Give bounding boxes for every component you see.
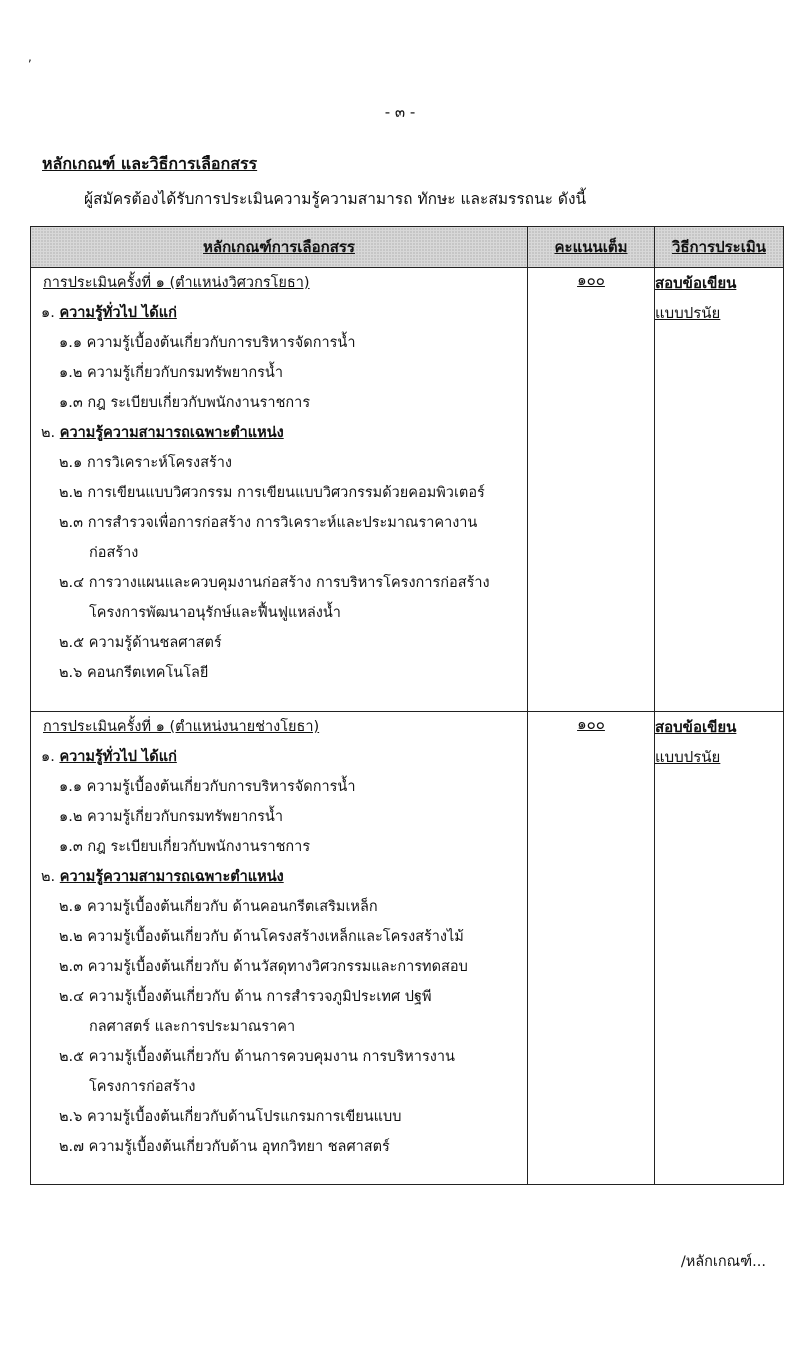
criteria-cell — [31, 712, 528, 1185]
list-item: ๒.๒ การเขียนแบบวิศวกรรม การเขียนแบบวิศวกรรมด้วยคอมพิวเตอร์ — [59, 485, 485, 501]
list-item-continuation: กลศาสตร์ และการประมาณราคา — [89, 1019, 296, 1035]
table-header-row — [31, 227, 784, 268]
category-number: ๒. — [41, 425, 56, 441]
category-label: ความรู้ทั่วไป ได้แก่ — [59, 749, 177, 765]
section-title: การประเมินครั้งที่ ๑ (ตำแหน่งนายช่างโยธา) — [43, 719, 320, 735]
list-item: ๒.๑ ความรู้เบื้องต้นเกี่ยวกับ ด้านคอนกรีตเสริมเหล็ก — [59, 899, 378, 915]
category-title — [31, 298, 527, 328]
category-title — [31, 418, 527, 448]
list-item: ๑.๑ ความรู้เบื้องต้นเกี่ยวกับการบริหารจัดการน้ำ — [59, 779, 356, 795]
category-number: ๒. — [41, 869, 56, 885]
header-full-score: คะแนนเต็ม — [528, 227, 655, 268]
method-line-2: แบบปรนัย — [655, 748, 721, 766]
method-cell — [655, 712, 784, 1185]
full-score-cell: ๑๐๐ — [528, 268, 655, 712]
list-item: ๒.๓ ความรู้เบื้องต้นเกี่ยวกับ ด้านวัสดุทางวิศวกรรมและการทดสอบ — [59, 959, 468, 975]
list-item: ๒.๓ การสำรวจเพื่อการก่อสร้าง การวิเคราะห์และประมาณราคางาน — [59, 515, 478, 531]
list-item: ๑.๒ ความรู้เกี่ยวกับกรมทรัพยากรน้ำ — [59, 809, 283, 825]
table-row — [31, 268, 784, 712]
stray-mark: , — [28, 50, 32, 64]
criteria-table — [30, 226, 784, 1185]
header-criteria: หลักเกณฑ์การเลือกสรร — [31, 227, 528, 268]
table-row — [31, 712, 784, 1185]
list-item: ๒.๕ ความรู้เบื้องต้นเกี่ยวกับ ด้านการควบคุมงาน การบริหารงาน — [59, 1049, 455, 1065]
list-item: ๑.๑ ความรู้เบื้องต้นเกี่ยวกับการบริหารจัดการน้ำ — [59, 335, 356, 351]
category-label: ความรู้ความสามารถเฉพาะตำแหน่ง — [59, 425, 284, 441]
method-line-1: สอบข้อเขียน — [655, 274, 737, 292]
page-number: - ๓ - — [384, 103, 416, 121]
list-item: ๒.๖ คอนกรีตเทคโนโลยี — [59, 665, 209, 681]
category-number: ๑. — [41, 749, 55, 765]
list-item: ๒.๒ ความรู้เบื้องต้นเกี่ยวกับ ด้านโครงสร้างเหล็กและโครงสร้างไม้ — [59, 929, 464, 945]
method-line-1: สอบข้อเขียน — [655, 718, 737, 736]
list-item: ๒.๗ ความรู้เบื้องต้นเกี่ยวกับด้าน อุทกวิทยา ชลศาสตร์ — [59, 1139, 390, 1155]
category-title — [31, 742, 527, 772]
list-item-continuation: โครงการพัฒนาอนุรักษ์และฟื้นฟูแหล่งน้ำ — [89, 605, 341, 621]
criteria-cell — [31, 268, 528, 712]
section-heading: หลักเกณฑ์ และวิธีการเลือกสรร — [42, 154, 258, 173]
list-item: ๒.๑ การวิเคราะห์โครงสร้าง — [59, 455, 232, 471]
list-item: ๒.๔ การวางแผนและควบคุมงานก่อสร้าง การบริหารโครงการก่อสร้าง — [59, 575, 490, 591]
category-label: ความรู้ทั่วไป ได้แก่ — [59, 305, 177, 321]
method-line-2: แบบปรนัย — [655, 304, 721, 322]
list-item-continuation: ก่อสร้าง — [89, 545, 139, 561]
continuation-note: /หลักเกณฑ์... — [680, 1254, 766, 1270]
list-item: ๒.๖ ความรู้เบื้องต้นเกี่ยวกับด้านโปรแกรมการเขียนแบบ — [59, 1109, 402, 1125]
intro-text: ผู้สมัครต้องได้รับการประเมินความรู้ความสามารถ ทักษะ และสมรรถนะ ดังนี้ — [84, 190, 587, 208]
category-title — [31, 862, 527, 892]
list-item: ๑.๓ กฎ ระเบียบเกี่ยวกับพนักงานราชการ — [59, 395, 311, 411]
full-score-cell: ๑๐๐ — [528, 712, 655, 1185]
list-item: ๒.๕ ความรู้ด้านชลศาสตร์ — [59, 635, 222, 651]
list-item: ๑.๒ ความรู้เกี่ยวกับกรมทรัพยากรน้ำ — [59, 365, 283, 381]
category-number: ๑. — [41, 305, 55, 321]
method-cell — [655, 268, 784, 712]
list-item: ๑.๓ กฎ ระเบียบเกี่ยวกับพนักงานราชการ — [59, 839, 311, 855]
list-item-continuation: โครงการก่อสร้าง — [89, 1079, 196, 1095]
section-title: การประเมินครั้งที่ ๑ (ตำแหน่งวิศวกรโยธา) — [43, 275, 310, 291]
list-item: ๒.๔ ความรู้เบื้องต้นเกี่ยวกับ ด้าน การสำรวจภูมิประเทศ ปฐพี — [59, 989, 432, 1005]
header-method: วิธีการประเมิน — [655, 227, 784, 268]
category-label: ความรู้ความสามารถเฉพาะตำแหน่ง — [59, 869, 284, 885]
